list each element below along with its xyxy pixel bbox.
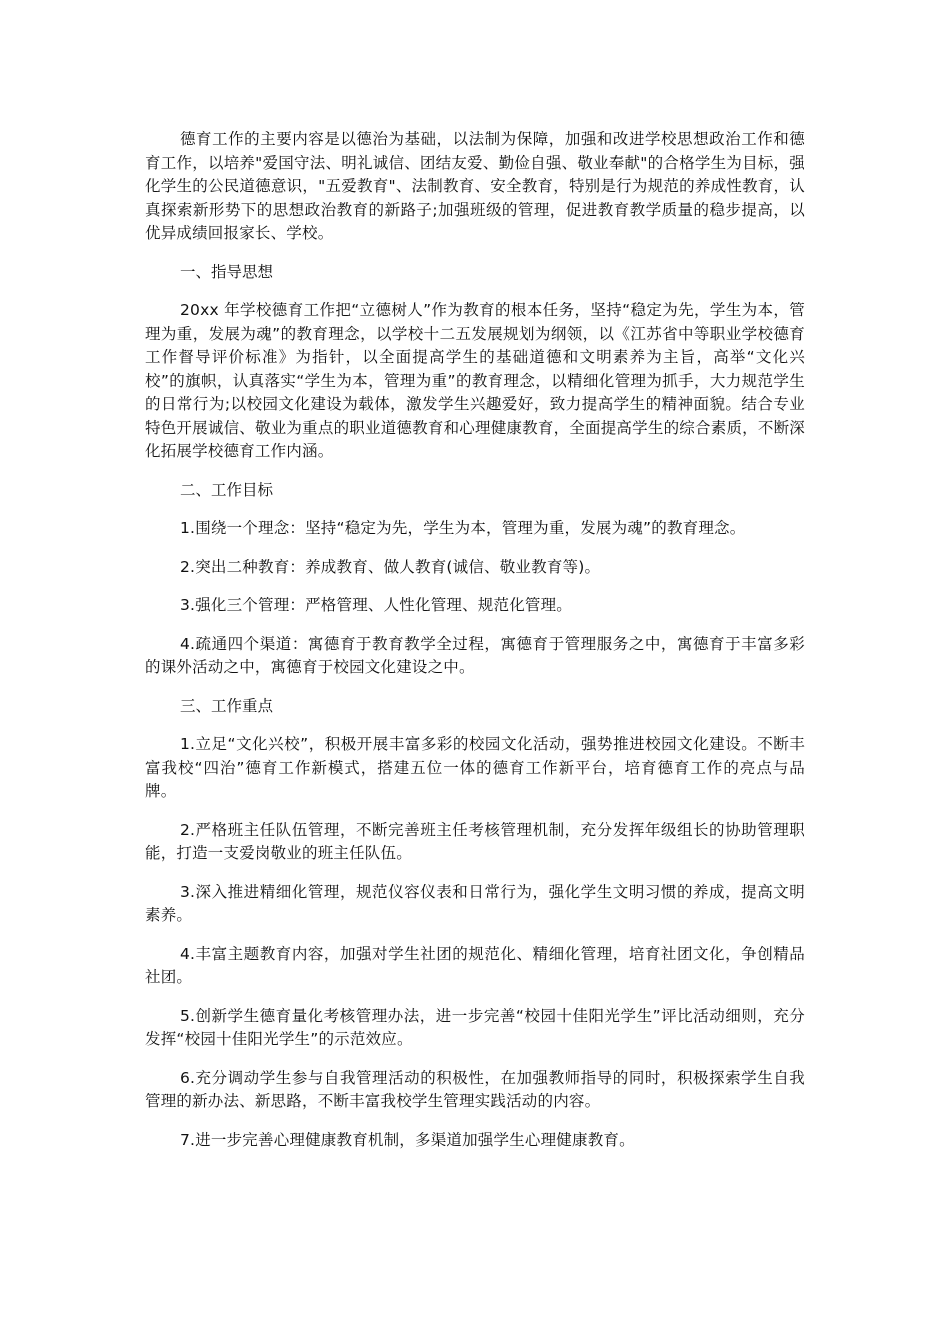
section-heading-guiding-ideology: 一、指导思想 bbox=[180, 262, 274, 281]
intro-paragraph: 德育工作的主要内容是以德治为基础，以法制为保障，加强和改进学校思想政治工作和德育工作，以培养"爱国守法、明礼诚信、团结友爱、勤俭自强、敬业奉献"的合格学生为目标，强化学生的公民道德意识，"五爱教育"、法制教育、安全教育，特别是行为规范的养成性教育，认真探索新形势下的思想政治教育的新路子;加强班级的管理，促进教育教学质量的稳步提高，以优异成绩回报家长、学校。 bbox=[145, 130, 805, 242]
work-focus-item: 7.进一步完善心理健康教育机制，多渠道加强学生心理健康教育。 bbox=[180, 1130, 635, 1149]
work-focus-item: 5.创新学生德育量化考核管理办法，进一步完善“校园十佳阳光学生”评比活动细则，充分发挥“校园十佳阳光学生”的示范效应。 bbox=[145, 1006, 805, 1048]
guiding-ideology-paragraph: 20xx 年学校德育工作把“立德树人”作为教育的根本任务，坚持“稳定为先，学生为本，管理为重，发展为魂”的教育理念，以学校十二五发展规划为纲领，以《江苏省中等职业学校德育工作督导评价标准》为指针，以全面提高学生的基础道德和文明素养为主旨，高举“文化兴校”的旗帜，认真落实“学生为本，管理为重”的教育理念，以精细化管理为抓手，大力规范学生的日常行为;以校园文化建设为载体，激发学生兴趣爱好，致力提高学生的精神面貌。结合专业特色开展诚信、敬业为重点的职业道德教育和心理健康教育，全面提高学生的综合素质，不断深化拓展学校德育工作内涵。 bbox=[145, 301, 805, 460]
document-page bbox=[145, 128, 805, 1167]
work-focus-item: 6.充分调动学生参与自我管理活动的积极性，在加强教师指导的同时，积极探索学生自我管理的新办法、新思路，不断丰富我校学生管理实践活动的内容。 bbox=[145, 1068, 805, 1110]
work-focus-item: 4.丰富主题教育内容，加强对学生社团的规范化、精细化管理，培育社团文化，争创精品社团。 bbox=[145, 944, 805, 986]
work-goal-item: 3.强化三个管理：严格管理、人性化管理、规范化管理。 bbox=[180, 596, 572, 614]
section-heading-work-focus: 三、工作重点 bbox=[180, 696, 274, 715]
section-heading-work-goals: 二、工作目标 bbox=[180, 480, 274, 499]
work-goal-item: 2.突出二种教育：养成教育、做人教育(诚信、敬业教育等)。 bbox=[180, 557, 601, 576]
work-focus-item: 2.严格班主任队伍管理，不断完善班主任考核管理机制，充分发挥年级组长的协助管理职能，打造一支爱岗敬业的班主任队伍。 bbox=[145, 820, 805, 862]
work-focus-item: 3.深入推进精细化管理，规范仪容仪表和日常行为，强化学生文明习惯的养成，提高文明素养。 bbox=[145, 882, 805, 924]
work-goal-item: 4.疏通四个渠道：寓德育于教育教学全过程，寓德育于管理服务之中，寓德育于丰富多彩的课外活动之中，寓德育于校园文化建设之中。 bbox=[145, 634, 805, 676]
work-focus-item: 1.立足“文化兴校”，积极开展丰富多彩的校园文化活动，强势推进校园文化建设。不断丰富我校“四治”德育工作新模式，搭建五位一体的德育工作新平台，培育德育工作的亮点与品牌。 bbox=[145, 735, 805, 800]
work-goal-item: 1.围绕一个理念：坚持“稳定为先，学生为本，管理为重，发展为魂”的教育理念。 bbox=[180, 519, 746, 537]
